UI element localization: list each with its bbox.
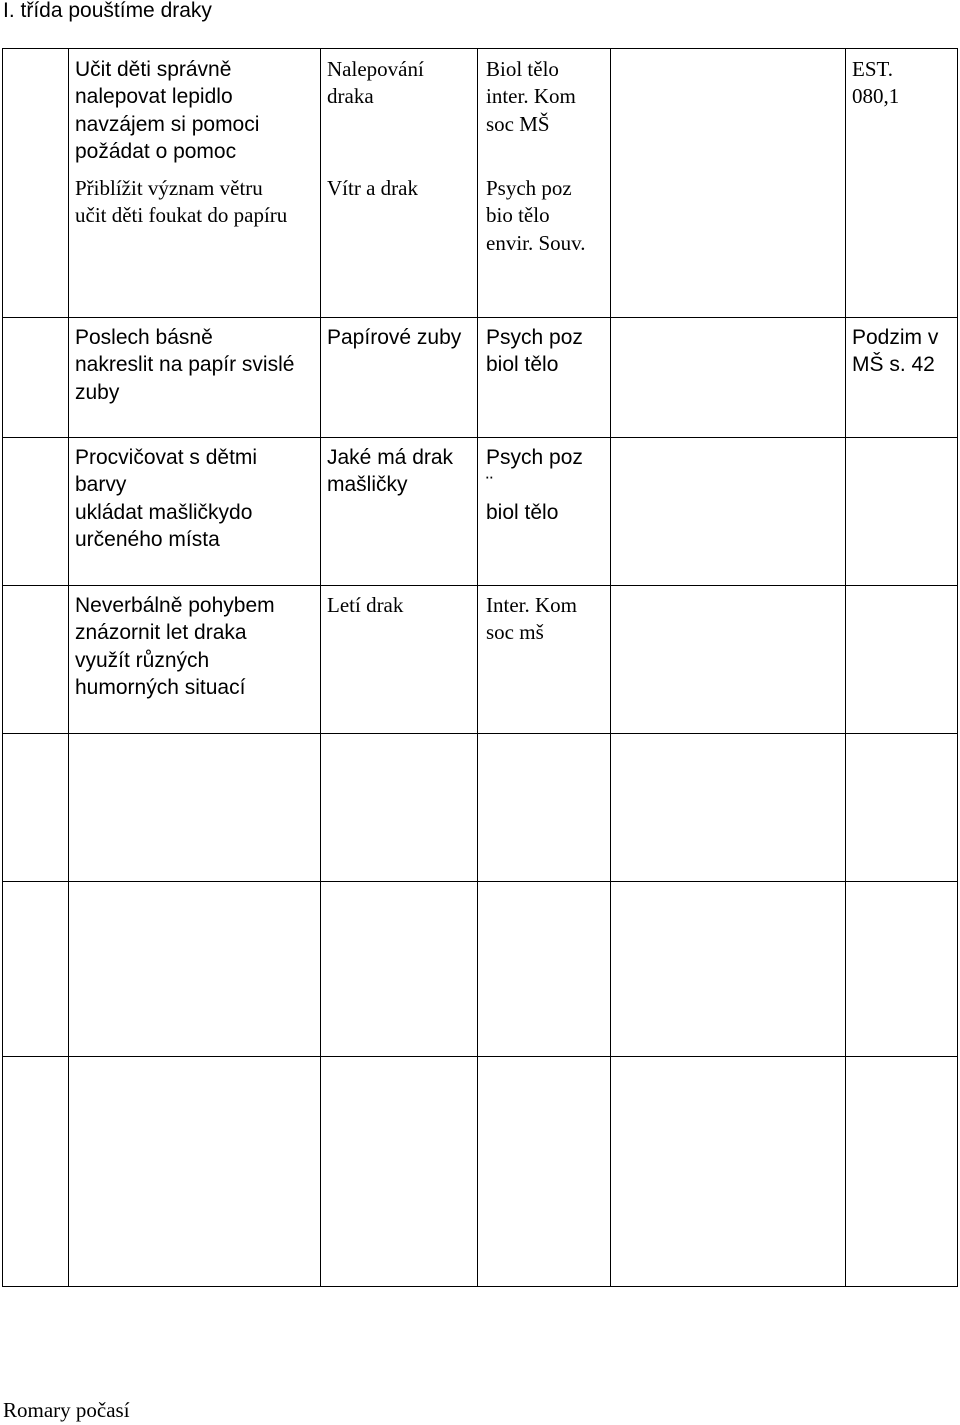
table-border xyxy=(957,48,958,1287)
column-divider xyxy=(610,48,611,1287)
row1-areas-b: Psych poz bio tělo envir. Souv. xyxy=(486,176,586,255)
row1-activity-a: Nalepování draka xyxy=(327,57,424,109)
row-divider xyxy=(2,733,958,734)
row2-source: Podzim v MŠ s. 42 xyxy=(852,326,939,377)
footer-note: Romary počasí xyxy=(3,1398,130,1422)
row2-goals: Poslech básně nakreslit na papír svislé zuby xyxy=(75,326,295,404)
row-divider xyxy=(2,1056,958,1057)
row-divider xyxy=(2,317,958,318)
row3-goals: Procvičovat s dětmi barvy ukládat mašličkydo určeného místa xyxy=(75,446,258,551)
row-divider xyxy=(2,585,958,586)
column-divider xyxy=(320,48,321,1287)
row-divider xyxy=(2,437,958,438)
row4-goals: Neverbálně pohybem znázornit let draka využít různých humorných situací xyxy=(75,594,275,699)
row1-activity-b: Vítr a drak xyxy=(327,176,418,200)
table-border xyxy=(2,48,958,49)
row2-areas: Psych poz biol tělo xyxy=(486,326,583,377)
row4-activity: Letí drak xyxy=(327,593,404,617)
row1-goals-b: Přiblížit význam větru učit děti foukat do papíru xyxy=(75,176,288,228)
row1-areas-a: Biol tělo inter. Kom soc MŠ xyxy=(486,57,576,136)
column-divider xyxy=(68,48,69,1287)
column-divider xyxy=(477,48,478,1287)
row1-goals-a: Učit děti správně nalepovat lepidlo navzájem si pomoci požádat o pomoc xyxy=(75,58,260,163)
row3-areas: Psych poz ¨ biol tělo xyxy=(486,446,583,524)
row2-activity: Papírové zuby xyxy=(327,326,462,349)
table-border xyxy=(2,48,3,1287)
row3-activity: Jaké má drak mašličky xyxy=(327,446,454,497)
row-divider xyxy=(2,881,958,882)
row1-source: EST. 080,1 xyxy=(852,57,900,109)
table-border xyxy=(2,1286,958,1287)
page-title: I. třída pouštíme draky xyxy=(3,0,212,22)
column-divider xyxy=(845,48,846,1287)
row4-areas: Inter. Kom soc mš xyxy=(486,593,577,645)
